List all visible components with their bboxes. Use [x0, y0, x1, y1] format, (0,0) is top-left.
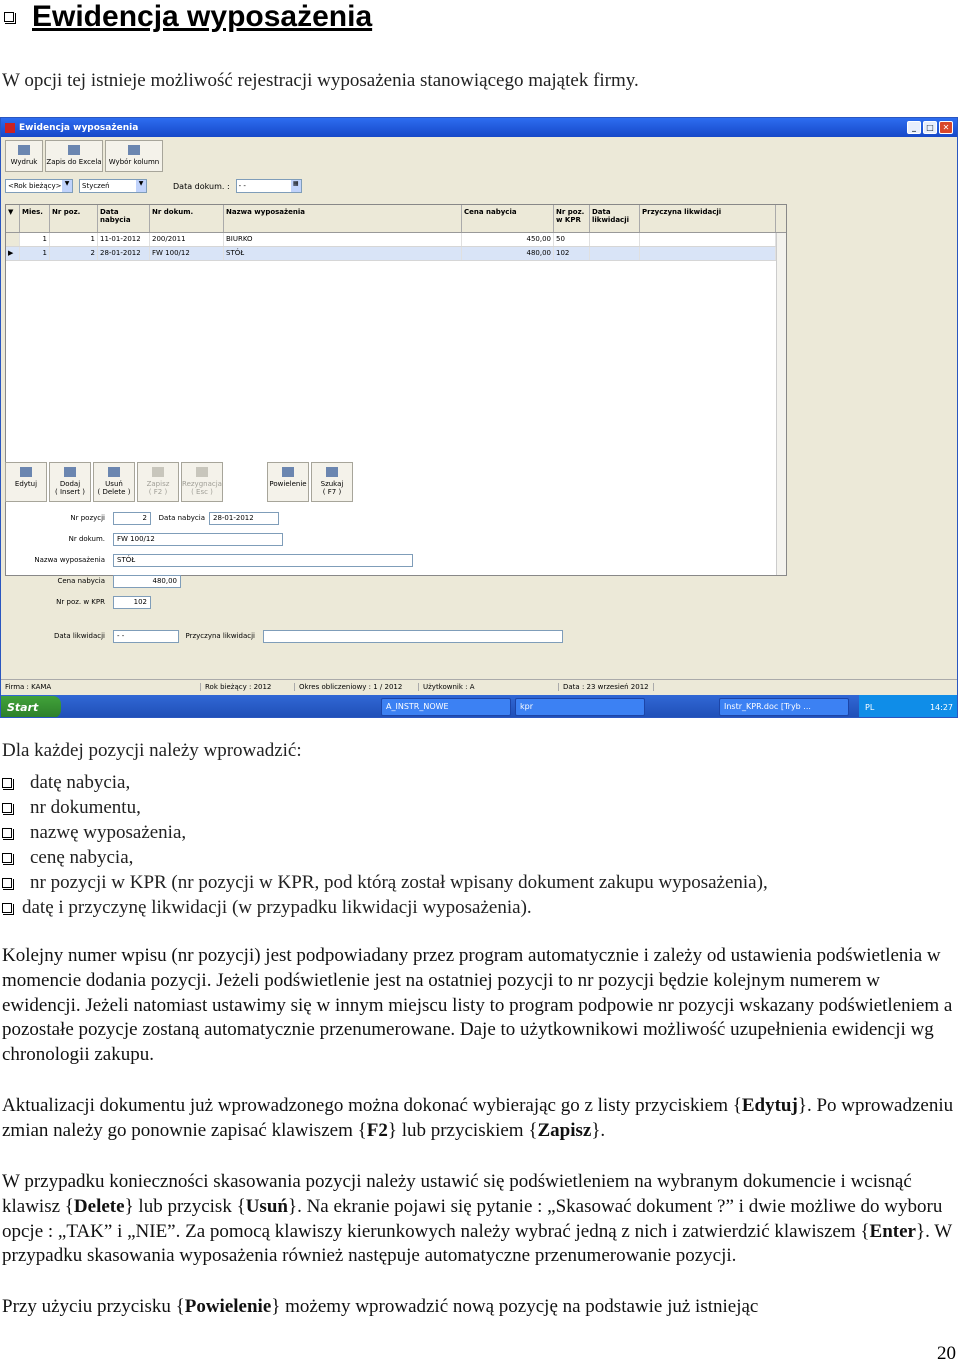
save-icon [152, 467, 164, 477]
grid-cell: 11-01-2012 [98, 233, 150, 246]
list-item: nr pozycji w KPR (nr pozycji w KPR, pod którą został wpisany dokument zakupu wyposażenia), [2, 870, 768, 895]
start-button[interactable]: Start [1, 696, 61, 718]
checkbox-bullet-icon [2, 778, 12, 788]
cena-label: Cena nabycia [57, 577, 105, 585]
grid-cell: STÓŁ [224, 247, 462, 260]
add-icon [64, 467, 76, 477]
checkmark-icon [128, 145, 140, 155]
grid-cell: 2 [50, 247, 98, 260]
filter-bar [1, 175, 957, 197]
column-header[interactable]: Mies. [20, 205, 50, 232]
grid-cell: 450,00 [462, 233, 554, 246]
row-marker-header: ▼ [6, 205, 20, 232]
intro-text: W opcji tej istnieje możliwość rejestracji wyposażenia stanowiącego majątek firmy. [2, 70, 639, 91]
maximize-icon[interactable]: □ [923, 121, 937, 134]
excel-export-button[interactable]: Zapis do Excela [45, 140, 103, 172]
task-button[interactable]: Instr_KPR.doc [Tryb ... [719, 698, 849, 716]
delete-button[interactable]: Usuń ( Delete ) [93, 462, 135, 502]
data-nabycia-label: Data nabycia [158, 514, 205, 522]
paragraph-numbering: Kolejny numer wpisu (nr pozycji) jest podpowiadany przez program automatycznie i zależy od ustawienia podświetlenia w momencie dodania pozycji. Jeżeli podświetlenie jest na ostatniej pozycji to nr pozycji będzie kolejnym numerem w ewidencji. Jeżeli natomiast ustawimy się w innym miejscu listy to program podpowie nr pozycji wskazany podświetleniem a pozostałe pozycje zostaną automatycznie przenumerowane. Daje to użytkownikowi możliwość uzupełnienia ewidencji wg chronologii zakupu. [2, 945, 953, 1066]
checkbox-bullet-icon [2, 828, 12, 838]
status-firm: Firma : KAMA [1, 683, 201, 691]
grid-cell: 1 [20, 233, 50, 246]
required-fields-list [2, 770, 768, 920]
delete-icon [108, 467, 120, 477]
grid-cell: 1 [50, 233, 98, 246]
app-window-screenshot [0, 117, 958, 718]
cena-input[interactable]: 480,00 [113, 575, 181, 588]
print-button[interactable]: Wydruk [5, 140, 43, 172]
chevron-down-icon: ▼ [62, 180, 72, 192]
choose-columns-button[interactable]: Wybór kolumn [105, 140, 163, 172]
column-header[interactable]: Data nabycia [98, 205, 150, 232]
task-button[interactable]: A_INSTR_NOWE [381, 698, 511, 716]
grid-cell: FW 100/12 [150, 247, 224, 260]
save-button[interactable]: Zapisz ( F2 ) [137, 462, 179, 502]
paragraph-delete: W przypadku konieczności skasowania pozycji należy ustawić się podświetleniem na wybranym dokumencie i wcisnąć klawisz {Delete} lub przycisk {Usuń}. Na ekranie pojawi się pytanie : „Skasować dokument ?” i dwie możliwe do wyboru opcje : „TAK” i „NIE”. Za pomocą klawiszy kierunkowych należy wybrać jedną z nich i zatwierdzić klawiszem {Enter}. W przypadku skasowania wyposażenia również następuje automatyczne przenumerowanie pozycji. [2, 1171, 952, 1267]
duplicate-button[interactable]: Powielenie [267, 462, 309, 502]
grid-header [6, 205, 786, 233]
grid-cell: 50 [554, 233, 590, 246]
list-intro: Dla każdej pozycji należy wprowadzić: [2, 740, 302, 761]
calendar-icon: ▦ [291, 180, 301, 192]
list-item: nazwę wyposażenia, [2, 820, 768, 845]
grid-cell: 1 [20, 247, 50, 260]
edit-icon [20, 467, 32, 477]
grid-cell [640, 247, 776, 260]
excel-icon [68, 145, 80, 155]
checkbox-bullet-icon [2, 853, 12, 863]
list-item: nr dokumentu, [2, 795, 768, 820]
kpr-label: Nr poz. w KPR [56, 598, 105, 606]
top-toolbar [1, 137, 957, 175]
przyczyna-input[interactable] [263, 630, 563, 643]
checkbox-bullet-icon [2, 903, 12, 913]
nazwa-input[interactable]: STÓŁ [113, 554, 413, 567]
edit-button[interactable]: Edytuj [5, 462, 47, 502]
grid-cell: 28-01-2012 [98, 247, 150, 260]
grid-cell [590, 233, 640, 246]
column-header[interactable]: Nr poz. [50, 205, 98, 232]
table-row-selected[interactable] [6, 247, 786, 261]
list-item: datę nabycia, [2, 770, 768, 795]
search-icon [326, 467, 338, 477]
checkbox-bullet-icon [2, 803, 12, 813]
grid-cell: BIURKO [224, 233, 462, 246]
nr-pozycji-input[interactable]: 2 [113, 512, 151, 525]
page-number: 20 [937, 1343, 956, 1364]
search-button[interactable]: Szukaj ( F7 ) [311, 462, 353, 502]
data-nabycia-input[interactable]: 28-01-2012 [209, 512, 279, 525]
detail-form [1, 510, 957, 680]
clock: 14:27 [929, 702, 953, 712]
window-titlebar [1, 118, 957, 137]
column-header[interactable]: Nr dokum. [150, 205, 224, 232]
list-item: cenę nabycia, [2, 845, 768, 870]
grid-cell: 102 [554, 247, 590, 260]
chevron-down-icon: ▼ [136, 180, 146, 192]
cancel-icon [196, 467, 208, 477]
grid-cell: 480,00 [462, 247, 554, 260]
row-marker: ▶ [6, 247, 20, 260]
table-row[interactable] [6, 233, 786, 247]
grid-cell [640, 233, 776, 246]
list-item: datę i przyczynę likwidacji (w przypadku likwidacji wyposażenia). [2, 895, 768, 920]
kpr-input[interactable]: 102 [113, 596, 151, 609]
paragraph-edit: Aktualizacji dokumentu już wprowadzonego można dokonać wybierając go z listy przyciskiem {Edytuj}. Po wprowadzeniu zmian należy go ponownie zapisać klawiszem {F2} lub przyciskiem {Zapisz}. [2, 1095, 954, 1141]
language-indicator[interactable]: PL [865, 702, 875, 712]
status-date: Data : 23 wrzesień 2012 [559, 683, 654, 691]
month-select[interactable]: Styczeń ▼ [79, 179, 147, 193]
window-controls [907, 121, 953, 134]
page-title: Ewidencja wyposażenia [32, 0, 373, 33]
close-icon[interactable]: ✕ [939, 121, 953, 134]
row-marker [6, 233, 20, 246]
system-tray [859, 695, 958, 718]
task-list [381, 698, 849, 716]
checkbox-bullet-icon [4, 12, 14, 22]
przyczyna-label: Przyczyna likwidacji [185, 632, 255, 640]
add-button[interactable]: Dodaj ( Insert ) [49, 462, 91, 502]
status-year: Rok bieżący : 2012 [201, 683, 295, 691]
grid-cell [590, 247, 640, 260]
minimize-icon[interactable]: _ [907, 121, 921, 134]
column-header[interactable]: Nazwa wyposażenia [224, 205, 462, 232]
column-header[interactable]: Nr poz. w KPR [554, 205, 590, 232]
status-bar [1, 679, 958, 693]
data-likwidacji-input[interactable]: - - [113, 630, 179, 643]
taskbar [1, 695, 958, 718]
nr-pozycji-label: Nr pozycji [70, 514, 105, 522]
date-filter-label: Data dokum. : [173, 181, 230, 191]
data-likwidacji-label: Data likwidacji [53, 632, 105, 640]
column-header[interactable]: Przyczyna likwidacji [640, 205, 776, 232]
app-icon [5, 123, 15, 133]
column-header[interactable]: Data likwidacji [590, 205, 640, 232]
nr-dokum-label: Nr dokum. [68, 535, 105, 543]
window-title: Ewidencja wyposażenia [19, 122, 139, 133]
printer-icon [18, 145, 30, 155]
status-user: Użytkownik : A [419, 683, 559, 691]
section-heading [4, 0, 372, 34]
year-select[interactable]: <Rok bieżący> ▼ [5, 179, 73, 193]
paragraph-duplicate: Przy użyciu przycisku {Powielenie} możemy wprowadzić nową pozycję na podstawie już istniejąc [2, 1296, 759, 1317]
cancel-button[interactable]: Rezygnacja ( Esc ) [181, 462, 223, 502]
checkbox-bullet-icon [2, 878, 12, 888]
task-button[interactable]: kpr [515, 698, 645, 716]
duplicate-icon [282, 467, 294, 477]
date-filter-input[interactable]: - - ▦ [236, 179, 302, 193]
column-header[interactable]: Cena nabycia [462, 205, 554, 232]
grid-cell: 200/2011 [150, 233, 224, 246]
status-period: Okres obliczeniowy : 1 / 2012 [295, 683, 419, 691]
nr-dokum-input[interactable]: FW 100/12 [113, 533, 283, 546]
nazwa-label: Nazwa wyposażenia [34, 556, 105, 564]
action-toolbar [5, 462, 353, 502]
